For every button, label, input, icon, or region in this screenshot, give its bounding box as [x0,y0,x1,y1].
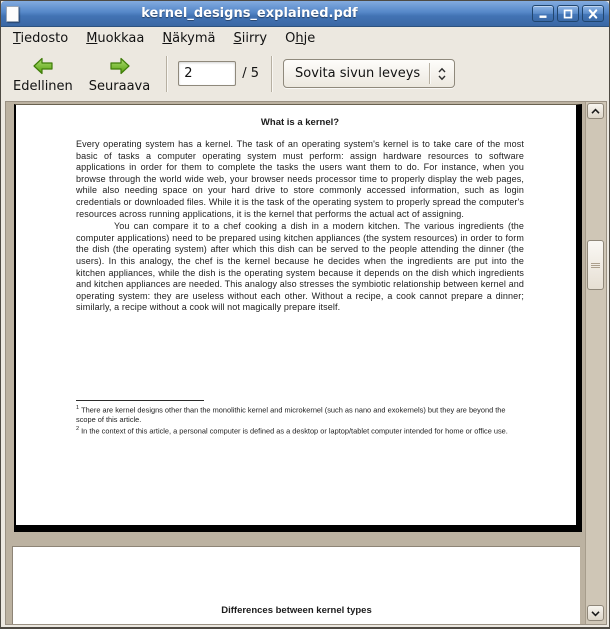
previous-page-button[interactable] [5,52,81,95]
chevron-up-icon [590,107,601,116]
document-view [5,101,607,625]
window-controls [532,5,604,22]
footnote-rule [76,400,204,401]
menu-ohje[interactable]: Ohje [285,31,316,46]
zoom-mode-select[interactable] [283,59,455,88]
toolbar-separator [166,56,168,92]
arrow-left-icon [31,54,55,78]
footnote-2: $^2$ In the context of this article, a personal computer is defined as a desktop or laptop/tablet computer intended for home or office use. [76,425,508,436]
chevron-down-icon [590,609,601,618]
toolbar-separator [271,56,273,92]
maximize-button[interactable] [557,5,579,22]
titlebar[interactable] [1,1,609,27]
combo-updown-icon [437,66,447,82]
scrollbar-trough[interactable] [587,120,604,604]
previous-label: Edellinen [13,79,73,94]
minimize-button[interactable] [532,5,554,22]
window-title: kernel_designs_explained.pdf [141,6,358,21]
page-total-label: / 5 [242,66,260,81]
page-number-input[interactable] [178,61,236,86]
next-page-button[interactable] [81,52,158,95]
thumb-grip [591,263,600,268]
pdf-page-2 [14,104,582,532]
page2-paragraph-1: Every operating system has a kernel. The task of an operating system's kernel is to take care of the most basic of tasks a computer operating system must perform: assign hardware resources to software applications in order for them to complete the tasks the users want them to do. For instance, when you browse through the world wide web, your browser needs processor time to properly display the web pages, while also needing space on your hard drive to store commonly accessed information, such as login credentials or downloaded files. While it is the task of the operating system to properly spread the computer's resources across running applications, it is the kernel that performs the actual act of assigning. [76,139,524,219]
close-button[interactable] [582,5,604,22]
menu-siirry[interactable]: Siirry [233,31,268,46]
next-label: Seuraava [88,79,151,94]
scroll-up-button[interactable] [587,103,604,119]
toolbar [1,50,609,97]
menu-tiedosto[interactable]: Tiedosto [13,31,69,46]
scrollbar-thumb[interactable] [587,240,604,290]
page2-heading: What is a kernel? [260,117,340,128]
vertical-scrollbar[interactable] [585,102,606,624]
arrow-right-icon [108,54,132,78]
zoom-mode-value: Sovita sivun leveys [295,66,421,81]
page3-heading: Differences between kernel types [221,605,372,616]
minimize-icon [537,9,549,19]
menubar [1,27,609,50]
combo-separator [429,63,430,84]
page2-paragraph-2: You can compare it to a chef cooking a dish in a modern kitchen. The various ingredients (the computer applications) need to be prepared using kitchen appliances (the system resources) in order to form the dish (the operating system) after which this dish can be served to the people attending the dinner (the users). In this analogy, the chef is the kernel because he decides when the ingredients are put into the kitchen appliances, while the dish is the operating system because it depends on the dish which ingredients and kitchen appliances are needed. This analogy also stresses the symbiotic relationship between kernel and operating system: they are useless without each other. Without a recipe, a cook cannot prepare a dinner; similarly, a recipe without a cook will not magically prepare itself. [76,221,524,313]
document-icon [6,6,19,22]
pdf-page-3 [12,546,580,625]
close-icon [587,9,599,19]
footnotes [76,400,524,436]
maximize-icon [562,9,574,19]
footnote-1: $^1$ There are kernel designs other than the monolithic kernel and microkernel (such as nano and exokernels) but they are beyond the scope of this article. [76,404,506,424]
scroll-down-button[interactable] [587,605,604,621]
menu-nakyma[interactable]: Näkymä [162,31,216,46]
menu-muokkaa[interactable]: Muokkaa [86,31,145,46]
